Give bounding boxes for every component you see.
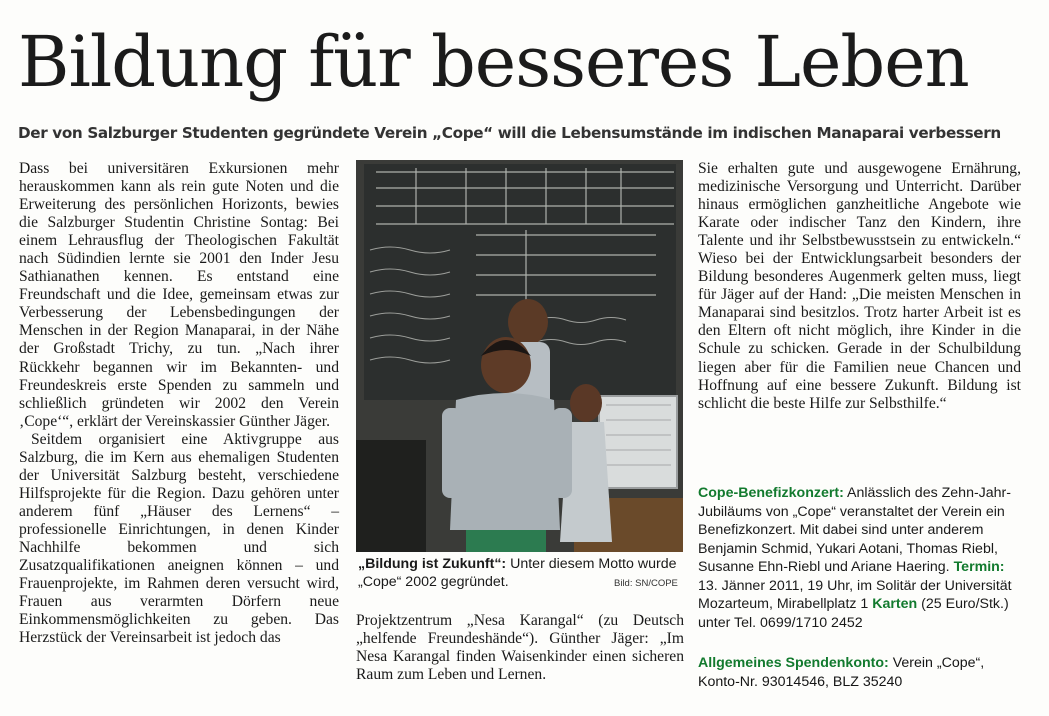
donation-text: Verein „Cope“, Konto-Nr. 93014546, BLZ 35240 xyxy=(698,655,985,690)
donation-label: Allgemeines Spendenkonto: xyxy=(698,655,889,671)
concert-info-box xyxy=(698,484,1028,632)
article-column-1 xyxy=(19,160,339,647)
tickets-label: Karten xyxy=(872,596,918,612)
concert-label: Cope-Benefizkonzert: xyxy=(698,485,844,501)
date-text: 13. Jänner 2011, 19 Uhr, im Solitär der Universität Mozarteum, Mirabellplatz 1 xyxy=(698,577,1012,612)
caption-lead: „Bildung ist Zukunft“: xyxy=(358,556,507,572)
article-headline: Bildung für besseres Leben xyxy=(18,21,969,103)
paragraph-4: Sie erhalten gute und ausgewogene Ernährung, medizinische Versorgung und Unterricht. Darüber hinaus ermöglichen ganzheitliche Angebote wie Karate oder indischer Tanz den Kindern, ihre Talente und ihr Selbstbewusstsein zu entwickeln.“ Wieso bei der Entwicklungsarbeit besonders der Bildung besonderes Augenmerk gelten muss, liegt für Jäger auf der Hand: „Die meisten Menschen in Manaparai sind besitzlos. Trotz harter Arbeit ist es den Eltern oft nicht möglich, ihre Kinder in die Schule zu schicken. Gerade in der Schulbildung liegen aber für die Familien neue Chancen und Hoffnung auf eine bessere Zukunft. Bildung ist schlicht die beste Hilfe zur Selbsthilfe.“ xyxy=(698,160,1021,412)
date-label: Termin: xyxy=(953,559,1005,575)
concert-text: Anlässlich des Zehn-Jahr-Jubiläums von „Cope“ veranstaltet der Verein ein Benefizkonzert. Mit dabei sind unter anderem Benjamin Schmid, Yukari Aotani, Thomas Riebl, Susanne Ehn-Riebl und Ariane Haering. xyxy=(698,485,1012,575)
paragraph-3: Projektzentrum „Nesa Karangal“ (zu Deutsch „helfende Freundeshände“). Günther Jäger: „Im Nesa Karangal finden Waisenkinder einen sicheren Raum zum Leben und Lernen. xyxy=(356,612,684,684)
donation-info xyxy=(698,654,1028,691)
paragraph-1: Dass bei universitären Exkursionen mehr herauskommen kann als rein gute Noten und die Erweiterung des persönlichen Horizonts, bewies die Salzburger Studentin Christine Sontag: Bei einem Lehrausflug der Theologischen Fakultät nach Südindien lernte sie 2001 den Inder Jesu Sathianathen kennen. Es entstand eine Freundschaft und die Idee, gemeinsam etwas zur Verbesserung der Lebensbedingungen der Menschen in der Region Manaparai, in der Nähe der Großstadt Trichy, zu tun. „Nach ihrer Rückkehr begannen wir im Bekannten- und Freundeskreis erste Spenden zu sammeln und schließlich gründeten wir 2002 den Verein ‚Cope‘“, erklärt der Vereinskassier Günther Jäger. xyxy=(19,160,339,430)
article-photo xyxy=(356,160,683,552)
paragraph-2: Seitdem organisiert eine Aktivgruppe aus Salzburg, die im Kern aus ehemaligen Studenten der Universität Salzburg besteht, verschiedene Hilfsprojekte für die Region. Dazu gehören unter anderem fünf „Häuser des Lernens“ – professionelle Einrichtungen, in denen Kinder Nachhilfe bekommen und sich Zusatzqualifikationen aneignen können – und Frauenprojekte, im Rahmen deren versucht wird, Frauen aus verarmten Dörfern neue Einkommensmöglichkeiten zu geben. Das Herzstück der Vereinsarbeit ist jedoch das xyxy=(19,430,339,647)
photo-credit: Bild: SN/COPE xyxy=(614,578,678,589)
caption-text: Unter diesem Motto wurde „Cope“ 2002 gegründet. xyxy=(358,556,677,590)
article-subheadline: Der von Salzburger Studenten gegründete Verein „Cope“ will die Lebensumstände im indischen Manaparai verbessern xyxy=(18,124,1001,142)
concert-paragraph xyxy=(698,484,1028,632)
article-column-2 xyxy=(356,612,684,684)
tickets-text: (25 Euro/Stk.) unter Tel. 0699/1710 2452 xyxy=(698,596,1009,631)
article-column-3 xyxy=(698,160,1021,413)
